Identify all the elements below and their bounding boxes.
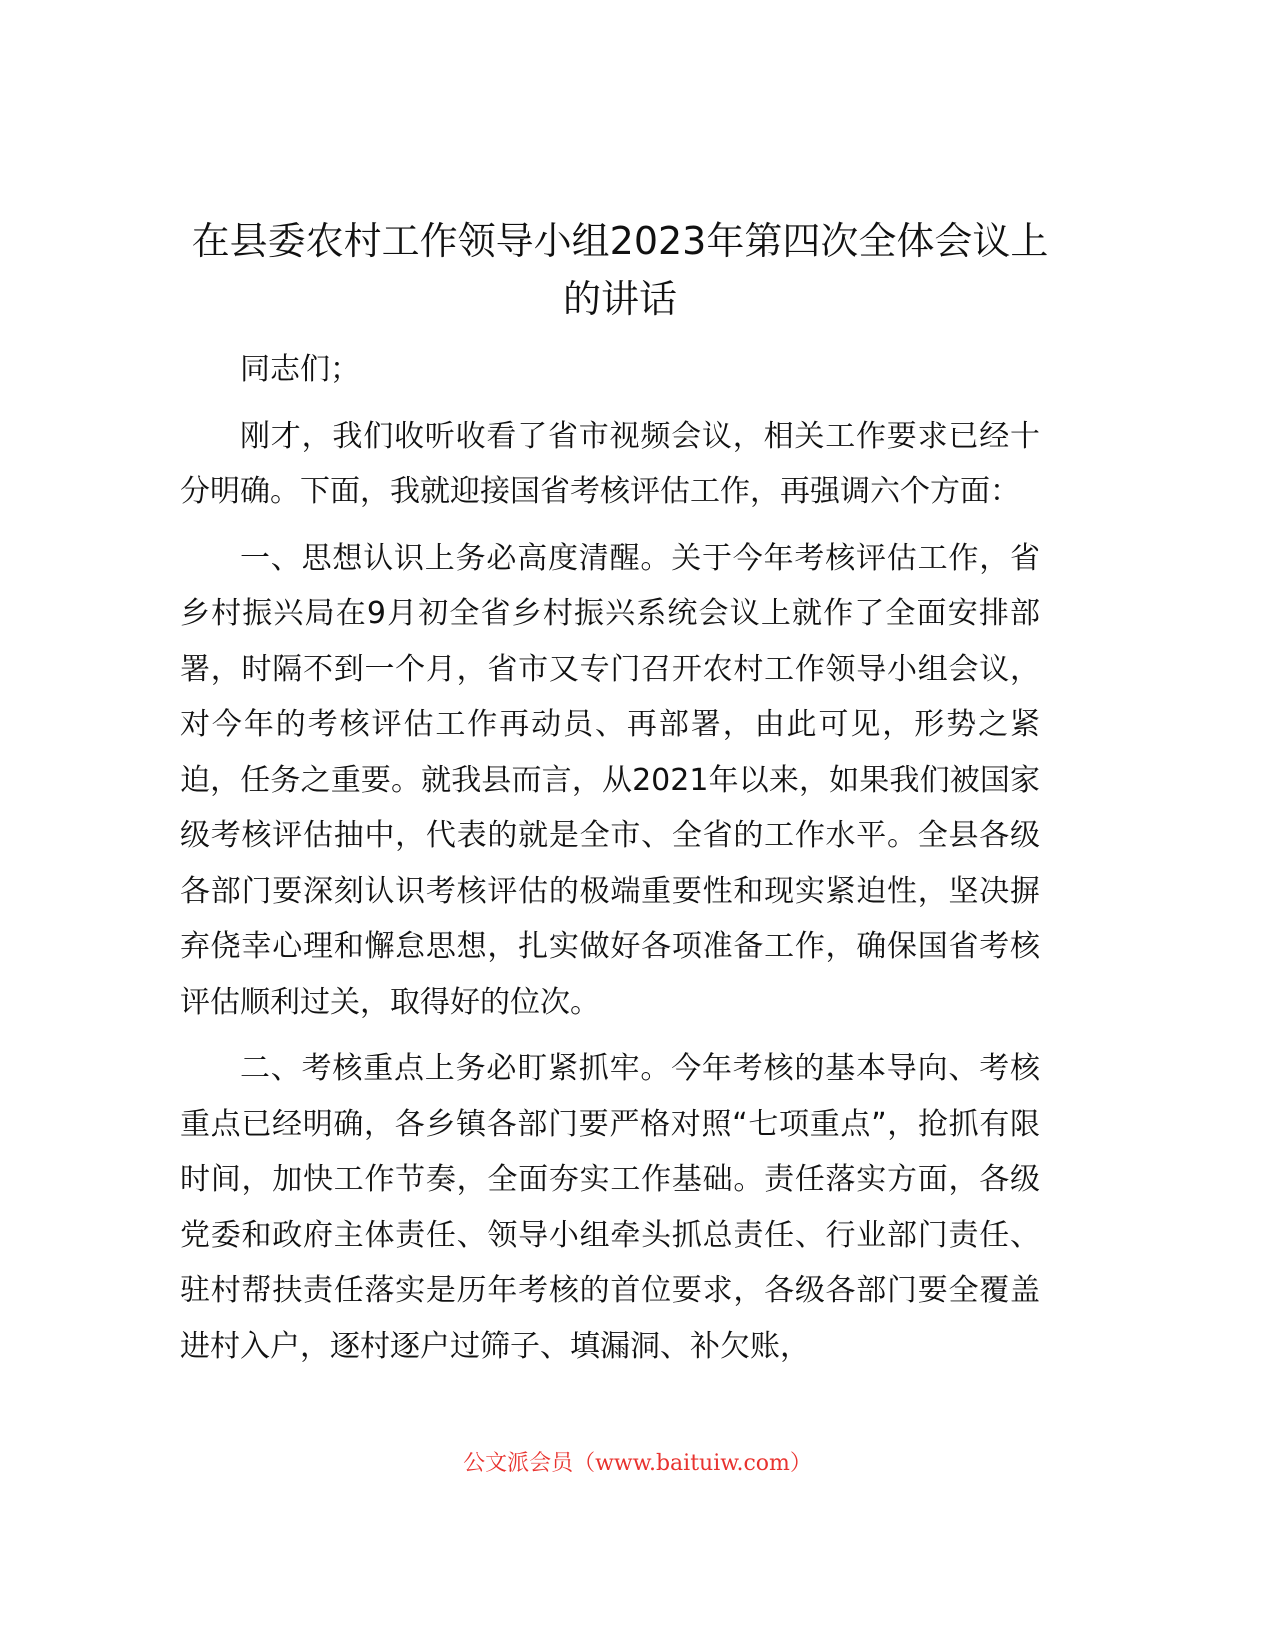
- salutation: 同志们；: [240, 352, 360, 387]
- paragraph-section-2: 二、考核重点上务必盯紧抓牢。今年考核的基本导向、考核重点已经明确，各乡镇各部门要严格对照“七项重点”，抢抓有限时间，加快工作节奏，全面夯实工作基础。责任落实方面，各级党委和政府主体责任、领导小组牵头抓总责任、行业部门责任、驻村帮扶责任落实是历年考核的首位要求，各级各部门要全覆盖进村入户，逐村逐户过筛子、填漏洞、补欠账，: [180, 1051, 1040, 1364]
- paragraph-section-1: 一、思想认识上务必高度清醒。关于今年考核评估工作，省乡村振兴局在9月初全省乡村振兴系统会议上就作了全面安排部署，时隔不到一个月，省市又专门召开农村工作领导小组会议，对今年的考核评估工作再动员、再部署，由此可见，形势之紧迫，任务之重要。就我县而言，从2021年以来，如果我们被国家级考核评估抽中，代表的就是全市、全省的工作水平。全县各级各部门要深刻认识考核评估的极端重要性和现实紧迫性，坚决摒弃侥幸心理和懈怠思想，扎实做好各项准备工作，确保国省考核评估顺利过关，取得好的位次。: [180, 540, 1040, 1020]
- document-title: 在县委农村工作领导小组2023年第四次全体会议上的讲话: [191, 219, 1049, 321]
- footer-watermark: 公文派会员（www.baituiw.com）: [463, 1451, 812, 1476]
- document-body: [180, 342, 1040, 1385]
- paragraph-intro: 刚才，我们收听收看了省市视频会议，相关工作要求已经十分明确。下面，我就迎接国省考核评估工作，再强调六个方面：: [180, 418, 1040, 509]
